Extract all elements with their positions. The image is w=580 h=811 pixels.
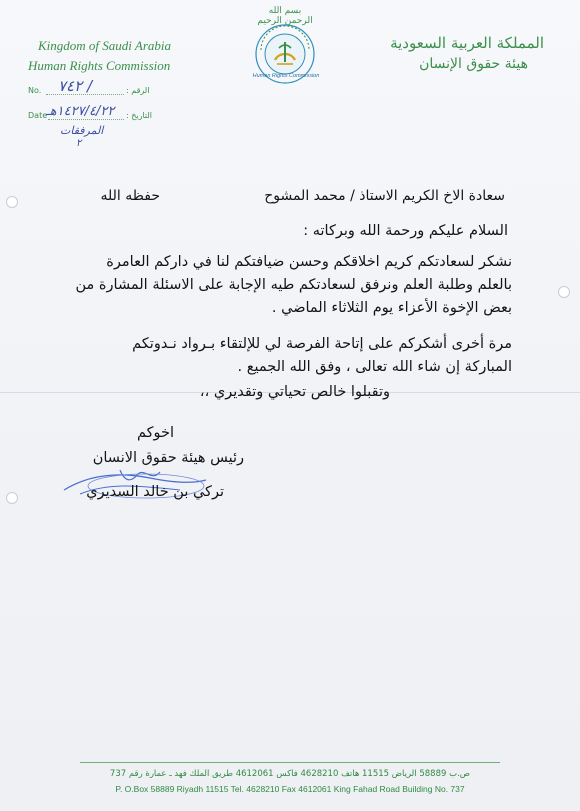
logo-caption: Human Rights Commission (252, 73, 320, 79)
paragraph-1-line-3: بعض الإخوة الأعزاء يوم الثلاثاء الماضي . (271, 300, 512, 316)
punch-hole (6, 492, 18, 504)
bismillah: بسم الله الرحمن الرحيم (257, 6, 313, 26)
closing: وتقبلوا خالص تحياتي وتقديري ،، (199, 384, 390, 400)
paragraph-1-line-2: بالعلم وطلبة العلم ونرفق لسعادتكم طيه الإجابة على الاسئلة المشارة من (75, 277, 512, 293)
letterhead-en-line1: Kingdom of Saudi Arabia (38, 38, 172, 53)
greeting: السلام عليكم ورحمة الله وبركاته : (303, 223, 508, 239)
letterhead-en-line2: Human Rights Commission (28, 58, 171, 73)
paragraph-2-line-2: المباركة إن شاء الله تعالى ، وفق الله الجميع . (237, 359, 512, 375)
number-label: No. (28, 86, 42, 95)
punch-hole (558, 286, 570, 298)
date-label-ar: التاريخ : (126, 111, 153, 120)
date-value: ١٤٢٧/٤/٢٢هـ (46, 104, 115, 119)
attachments-value: ٢ (76, 138, 82, 149)
date-dots (48, 119, 124, 120)
addressee: سعادة الاخ الكريم الاستاذ / محمد المشوح (264, 188, 505, 204)
footer-rule (80, 762, 500, 763)
date-label: Date (28, 111, 48, 120)
number-value: / ٧٤٢ (58, 77, 92, 95)
letterhead-ar-line2: هيئة حقوق الإنسان (419, 56, 528, 72)
sign-title: رئيس هيئة حقوق الانسان (92, 450, 244, 466)
paragraph-2-line-1: مرة أخرى أشكركم على إتاحة الفرصة لي للإلتقاء بـرواد نـدوتكم (132, 336, 512, 352)
sign-brother: اخوكم (136, 425, 174, 441)
logo-emblem-icon (253, 20, 317, 92)
honorific: حفظه الله (100, 188, 160, 204)
attachments-label: المرفقات (60, 124, 104, 137)
punch-hole (6, 196, 18, 208)
letterhead-ar-line1: المملكة العربية السعودية (390, 34, 544, 52)
sign-name: تركي بن خالد السديري (86, 484, 224, 500)
paragraph-1-line-1: نشكر لسعادتكم كريم اخلاقكم وحسن ضيافتكم لنا في داركم العامرة (106, 254, 512, 270)
number-label-ar: الرقم : (126, 86, 150, 95)
commission-logo (253, 20, 317, 92)
footer-address-en: P. O.Box 58889 Riyadh 11515 Tel. 4628210 Fax 4612061 King Fahad Road Building No. 737 (115, 784, 465, 794)
footer-address-ar: ص.ب 58889 الرياض 11515 هاتف 4628210 فاكس 4612061 طريق الملك فهد ـ عمارة رقم 737 (109, 769, 471, 779)
